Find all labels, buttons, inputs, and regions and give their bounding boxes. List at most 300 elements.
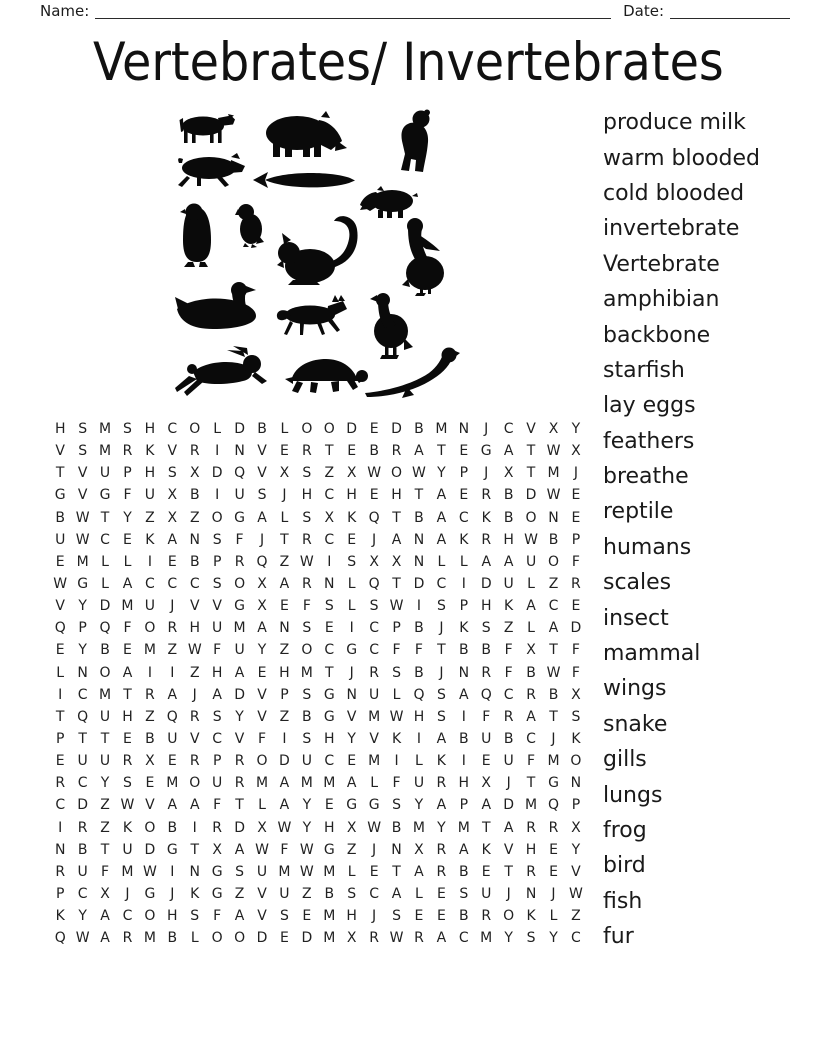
grid-letter: W — [412, 465, 426, 482]
grid-letter: X — [212, 841, 222, 858]
grid-letter: F — [571, 664, 580, 681]
grid-letter: B — [414, 509, 424, 526]
grid-letter: X — [257, 598, 267, 615]
grid-letter: M — [323, 863, 336, 880]
grid-letter: L — [527, 576, 535, 593]
grid-letter: O — [211, 509, 223, 526]
grid-letter: P — [459, 465, 469, 482]
grid-letter: Q — [368, 576, 380, 593]
grid-letter: U — [368, 686, 380, 703]
grid-letter: N — [54, 841, 66, 858]
grid-letter: O — [99, 664, 111, 681]
grid-letter: V — [55, 443, 65, 460]
grid-letter: Y — [347, 731, 356, 748]
grid-letter: R — [369, 664, 379, 681]
grid-letter: O — [256, 753, 268, 770]
seal-silhouette — [365, 348, 460, 399]
grid-letter: T — [280, 531, 289, 548]
grid-letter: J — [349, 664, 354, 681]
grid-letter: O — [503, 908, 515, 925]
grid-letter: M — [121, 863, 134, 880]
grid-letter: J — [125, 886, 130, 903]
fish-silhouette — [253, 172, 355, 188]
grid-letter: A — [167, 531, 178, 548]
grid-letter: I — [394, 753, 399, 770]
grid-letter: G — [211, 886, 223, 903]
grid-letter: B — [414, 664, 424, 681]
grid-letter: I — [170, 863, 175, 880]
bear-silhouette — [401, 110, 430, 173]
grid-letter: W — [53, 576, 68, 593]
grid-letter: I — [192, 819, 197, 836]
date-label: Date: — [623, 2, 664, 20]
grid-letter: Y — [504, 930, 513, 947]
grid-letter: E — [145, 775, 155, 792]
grid-letter: C — [369, 886, 379, 903]
grid-letter: F — [527, 753, 536, 770]
grid-letter: W — [546, 664, 561, 681]
grid-letter: B — [257, 421, 267, 438]
grid-letter: I — [461, 708, 466, 725]
grid-letter: R — [189, 753, 200, 770]
grid-letter: I — [416, 731, 422, 748]
grid-letter: A — [459, 841, 469, 858]
grid-letter: C — [324, 642, 335, 659]
word-list-item: warm blooded — [603, 145, 761, 171]
grid-letter: V — [145, 797, 155, 814]
grid-letter: N — [548, 509, 559, 526]
name-label: Name: — [40, 2, 90, 20]
grid-letter: S — [279, 908, 289, 925]
grid-letter: N — [525, 886, 537, 903]
grid-letter: B — [167, 930, 178, 947]
name-blank-line — [95, 7, 611, 19]
grid-letter: M — [480, 930, 493, 947]
grid-letter: N — [234, 443, 245, 460]
grid-letter: M — [255, 775, 269, 792]
grid-letter: V — [257, 708, 267, 725]
grid-letter: C — [369, 620, 379, 637]
grid-letter: I — [416, 598, 422, 615]
grid-letter: B — [459, 642, 469, 659]
grid-letter: C — [122, 908, 133, 925]
grid-letter: N — [413, 553, 425, 570]
grid-letter: A — [481, 797, 492, 814]
grid-letter: E — [280, 598, 289, 615]
grid-letter: T — [437, 642, 446, 659]
grid-letter: I — [461, 576, 466, 593]
grid-letter: W — [120, 797, 135, 814]
grid-letter: U — [212, 620, 223, 637]
grid-letter: G — [368, 797, 380, 814]
grid-letter: A — [122, 576, 133, 593]
grid-letter: S — [392, 664, 401, 681]
grid-letter: F — [302, 598, 311, 615]
grid-letter: U — [99, 708, 111, 725]
grid-letter: V — [167, 443, 178, 460]
grid-letter: S — [369, 598, 379, 615]
grid-letter: J — [506, 775, 511, 792]
grid-letter: T — [392, 509, 401, 526]
grid-letter: O — [301, 642, 313, 659]
grid-letter: L — [213, 421, 222, 438]
grid-letter: L — [527, 620, 535, 637]
grid-letter: M — [368, 753, 381, 770]
grid-letter: C — [458, 930, 469, 947]
word-list-item: Vertebrate — [603, 251, 720, 277]
grid-letter: M — [323, 930, 336, 947]
grid-letter: A — [436, 731, 447, 748]
grid-letter: W — [299, 553, 314, 570]
grid-letter: H — [346, 908, 357, 925]
grid-letter: S — [481, 620, 491, 637]
grid-letter: V — [526, 421, 536, 438]
grid-letter: Q — [368, 509, 380, 526]
grid-letter: T — [78, 731, 87, 748]
word-list-item: wings — [603, 676, 667, 702]
grid-letter: F — [123, 620, 132, 637]
grid-letter: S — [347, 553, 357, 570]
grid-letter: R — [571, 576, 581, 593]
grid-letter: F — [101, 863, 110, 880]
grid-letter: R — [414, 930, 424, 947]
rhinoceros-silhouette — [266, 111, 347, 157]
grid-letter: A — [234, 664, 245, 681]
grid-letter: Y — [100, 775, 110, 792]
grid-letter: O — [525, 509, 537, 526]
grid-letter: V — [346, 708, 357, 725]
goose-silhouette — [370, 293, 413, 359]
grid-letter: Z — [503, 620, 514, 637]
grid-letter: B — [414, 421, 424, 438]
word-search-grid — [49, 418, 587, 949]
grid-letter: S — [78, 421, 88, 438]
grid-letter: A — [526, 708, 536, 725]
grid-letter: Q — [413, 686, 425, 703]
grid-letter: S — [436, 686, 446, 703]
grid-letter: Q — [166, 708, 178, 725]
grid-letter: T — [392, 863, 401, 880]
grid-letter: G — [480, 443, 492, 460]
grid-letter: B — [503, 731, 514, 748]
grid-letter: U — [77, 753, 88, 770]
grid-letter: A — [436, 487, 447, 504]
grid-letter: M — [99, 443, 112, 460]
grid-letter: R — [391, 443, 402, 460]
grid-letter: A — [481, 553, 492, 570]
grid-letter: J — [484, 465, 489, 482]
grid-letter: D — [234, 421, 245, 438]
grid-letter: S — [212, 708, 222, 725]
grid-letter: R — [503, 708, 514, 725]
grid-letter: S — [212, 531, 222, 548]
grid-letter: V — [503, 841, 514, 858]
grid-letter: N — [346, 686, 357, 703]
grid-letter: K — [459, 620, 469, 637]
grid-letter: R — [481, 908, 492, 925]
grid-letter: A — [459, 686, 469, 703]
grid-letter: S — [302, 686, 312, 703]
grid-letter: I — [170, 664, 175, 681]
grid-letter: S — [257, 487, 267, 504]
grid-letter: H — [144, 421, 156, 438]
grid-letter: Z — [145, 509, 155, 526]
grid-letter: F — [392, 775, 401, 792]
grid-letter: L — [190, 930, 199, 947]
grid-letter: B — [55, 509, 66, 526]
grid-letter: L — [280, 421, 289, 438]
grid-letter: U — [144, 598, 156, 615]
grid-letter: T — [549, 642, 558, 659]
grid-letter: J — [551, 731, 556, 748]
grid-letter: E — [481, 753, 491, 770]
grid-letter: E — [302, 908, 312, 925]
grid-letter: S — [78, 443, 88, 460]
grid-letter: W — [524, 531, 538, 548]
grid-letter: X — [279, 465, 290, 482]
grid-letter: T — [526, 465, 536, 482]
grid-letter: C — [503, 686, 514, 703]
grid-letter: A — [100, 908, 110, 925]
grid-letter: W — [75, 509, 90, 526]
word-list-item: scales — [603, 570, 672, 596]
grid-letter: G — [211, 863, 223, 880]
grid-letter: X — [391, 553, 402, 570]
grid-letter: V — [257, 465, 267, 482]
grid-letter: B — [302, 708, 312, 725]
grid-letter: J — [282, 487, 287, 504]
grid-letter: A — [234, 841, 245, 858]
word-list-item: backbone — [603, 322, 711, 348]
grid-letter: X — [167, 487, 178, 504]
grid-letter: G — [548, 775, 559, 792]
grid-letter: T — [549, 708, 558, 725]
grid-letter: S — [459, 886, 469, 903]
grid-letter: P — [78, 620, 87, 637]
word-list-item: produce milk — [603, 110, 746, 136]
grid-letter: L — [347, 863, 356, 880]
grid-letter: I — [461, 753, 466, 770]
grid-letter: G — [77, 576, 89, 593]
grid-letter: K — [145, 531, 155, 548]
grid-letter: Q — [54, 930, 66, 947]
grid-letter: W — [546, 487, 561, 504]
grid-letter: V — [212, 598, 222, 615]
swimming-duck-silhouette — [175, 282, 256, 329]
grid-letter: C — [167, 421, 178, 438]
word-list-item: mammal — [603, 641, 701, 667]
penguin-silhouette — [180, 204, 211, 268]
word-list-item: amphibian — [603, 287, 720, 313]
grid-letter: N — [77, 664, 88, 681]
grid-letter: H — [279, 664, 290, 681]
grid-letter: D — [234, 686, 245, 703]
grid-letter: L — [459, 553, 468, 570]
grid-letter: F — [571, 642, 580, 659]
grid-letter: K — [481, 509, 491, 526]
grid-letter: A — [122, 664, 133, 681]
grid-letter: Z — [145, 708, 155, 725]
grid-letter: I — [215, 487, 220, 504]
grid-letter: J — [439, 620, 444, 637]
grid-letter: S — [302, 509, 312, 526]
grid-letter: X — [346, 465, 357, 482]
grid-letter: O — [144, 819, 156, 836]
grid-letter: T — [55, 465, 65, 482]
grid-letter: Y — [437, 465, 446, 482]
grid-letter: F — [213, 642, 222, 659]
grid-letter: X — [548, 421, 559, 438]
grid-letter: Y — [78, 598, 87, 615]
grid-letter: C — [324, 753, 335, 770]
grid-letter: E — [123, 531, 132, 548]
grid-letter: R — [167, 620, 178, 637]
grid-letter: V — [77, 465, 88, 482]
grid-letter: L — [370, 775, 379, 792]
grid-letter: P — [392, 620, 401, 637]
grid-letter: K — [145, 443, 155, 460]
grid-letter: H — [324, 819, 335, 836]
grid-letter: L — [101, 553, 109, 570]
grid-letter: J — [484, 421, 489, 438]
grid-letter: R — [301, 531, 312, 548]
grid-letter: H — [211, 664, 223, 681]
grid-letter: R — [234, 553, 245, 570]
grid-letter: R — [234, 753, 245, 770]
grid-letter: J — [372, 908, 377, 925]
grid-letter: F — [504, 642, 513, 659]
grid-letter: Z — [279, 708, 290, 725]
grid-letter: U — [55, 531, 66, 548]
grid-letter: S — [212, 576, 222, 593]
grid-letter: L — [415, 753, 423, 770]
word-list-item: bird — [603, 853, 646, 879]
grid-letter: C — [369, 642, 379, 659]
grid-letter: X — [369, 553, 379, 570]
grid-letter: E — [549, 841, 558, 858]
grid-letter: D — [301, 930, 313, 947]
grid-letter: B — [100, 642, 110, 659]
grid-letter: L — [347, 598, 356, 615]
grid-letter: F — [504, 664, 513, 681]
grid-letter: T — [235, 797, 244, 814]
grid-letter: A — [279, 775, 290, 792]
grid-letter: M — [323, 908, 336, 925]
grid-letter: E — [257, 664, 267, 681]
grid-letter: Y — [78, 642, 87, 659]
word-list-item: breathe — [603, 464, 689, 490]
word-list-item: lay eggs — [603, 393, 696, 419]
grid-letter: L — [123, 553, 132, 570]
grid-letter: E — [414, 908, 424, 925]
grid-letter: D — [346, 421, 358, 438]
grid-letter: L — [347, 576, 356, 593]
grid-letter: E — [369, 421, 379, 438]
grid-letter: X — [481, 775, 492, 792]
grid-letter: F — [482, 708, 491, 725]
grid-letter: Z — [279, 553, 290, 570]
page-title: Vertebrates/ Invertebrates — [92, 32, 724, 93]
grid-letter: T — [504, 863, 513, 880]
grid-letter: D — [279, 753, 290, 770]
grid-letter: Z — [548, 576, 559, 593]
grid-letter: T — [526, 443, 536, 460]
grid-letter: E — [571, 509, 581, 526]
grid-letter: W — [367, 819, 382, 836]
grid-letter: X — [100, 886, 110, 903]
grid-letter: A — [212, 686, 222, 703]
grid-letter: H — [301, 487, 313, 504]
grid-letter: V — [571, 863, 581, 880]
grid-letter: Y — [302, 819, 312, 836]
grid-letter: G — [323, 686, 335, 703]
grid-letter: G — [323, 841, 335, 858]
grid-letter: I — [147, 553, 152, 570]
grid-letter: E — [167, 753, 177, 770]
grid-letter: U — [413, 775, 425, 792]
cow-silhouette — [180, 114, 236, 143]
grid-letter: W — [75, 531, 90, 548]
pelican-silhouette — [402, 218, 444, 296]
grid-letter: U — [99, 465, 111, 482]
grid-letter: N — [458, 421, 470, 438]
grid-letter: A — [503, 443, 514, 460]
grid-letter: C — [77, 686, 88, 703]
grid-letter: A — [234, 908, 245, 925]
grid-letter: Z — [100, 819, 110, 836]
grid-letter: Z — [167, 642, 178, 659]
grid-letter: T — [100, 841, 110, 858]
grid-letter: T — [190, 841, 200, 858]
grid-letter: V — [257, 886, 267, 903]
grid-letter: H — [525, 841, 537, 858]
grid-letter: A — [414, 443, 424, 460]
grid-letter: J — [551, 886, 556, 903]
grid-letter: K — [526, 908, 536, 925]
grid-letter: B — [391, 819, 402, 836]
grid-letter: Z — [189, 664, 200, 681]
grid-letter: Z — [234, 886, 245, 903]
grid-letter: O — [570, 753, 582, 770]
grid-letter: L — [549, 908, 558, 925]
grid-letter: Z — [324, 465, 335, 482]
grid-letter: S — [123, 775, 132, 792]
grid-letter: J — [372, 841, 377, 858]
grid-letter: E — [571, 598, 581, 615]
fox-silhouette — [277, 295, 347, 335]
grid-letter: Q — [99, 620, 111, 637]
grid-letter: G — [54, 487, 66, 504]
grid-letter: S — [190, 908, 200, 925]
grid-letter: M — [99, 686, 112, 703]
grid-letter: X — [189, 465, 200, 482]
grid-letter: N — [324, 576, 335, 593]
grid-letter: F — [392, 642, 401, 659]
grid-letter: E — [123, 731, 132, 748]
grid-letter: H — [503, 531, 514, 548]
grid-letter: S — [324, 598, 334, 615]
grid-letter: B — [414, 620, 424, 637]
grid-letter: Y — [235, 708, 244, 725]
grid-letter: M — [76, 553, 89, 570]
grid-letter: T — [100, 509, 110, 526]
grid-letter: Z — [571, 908, 581, 925]
grid-letter: J — [506, 886, 511, 903]
grid-letter: L — [280, 509, 289, 526]
grid-letter: U — [234, 642, 245, 659]
grid-letter: O — [144, 620, 156, 637]
grid-letter: O — [391, 465, 403, 482]
